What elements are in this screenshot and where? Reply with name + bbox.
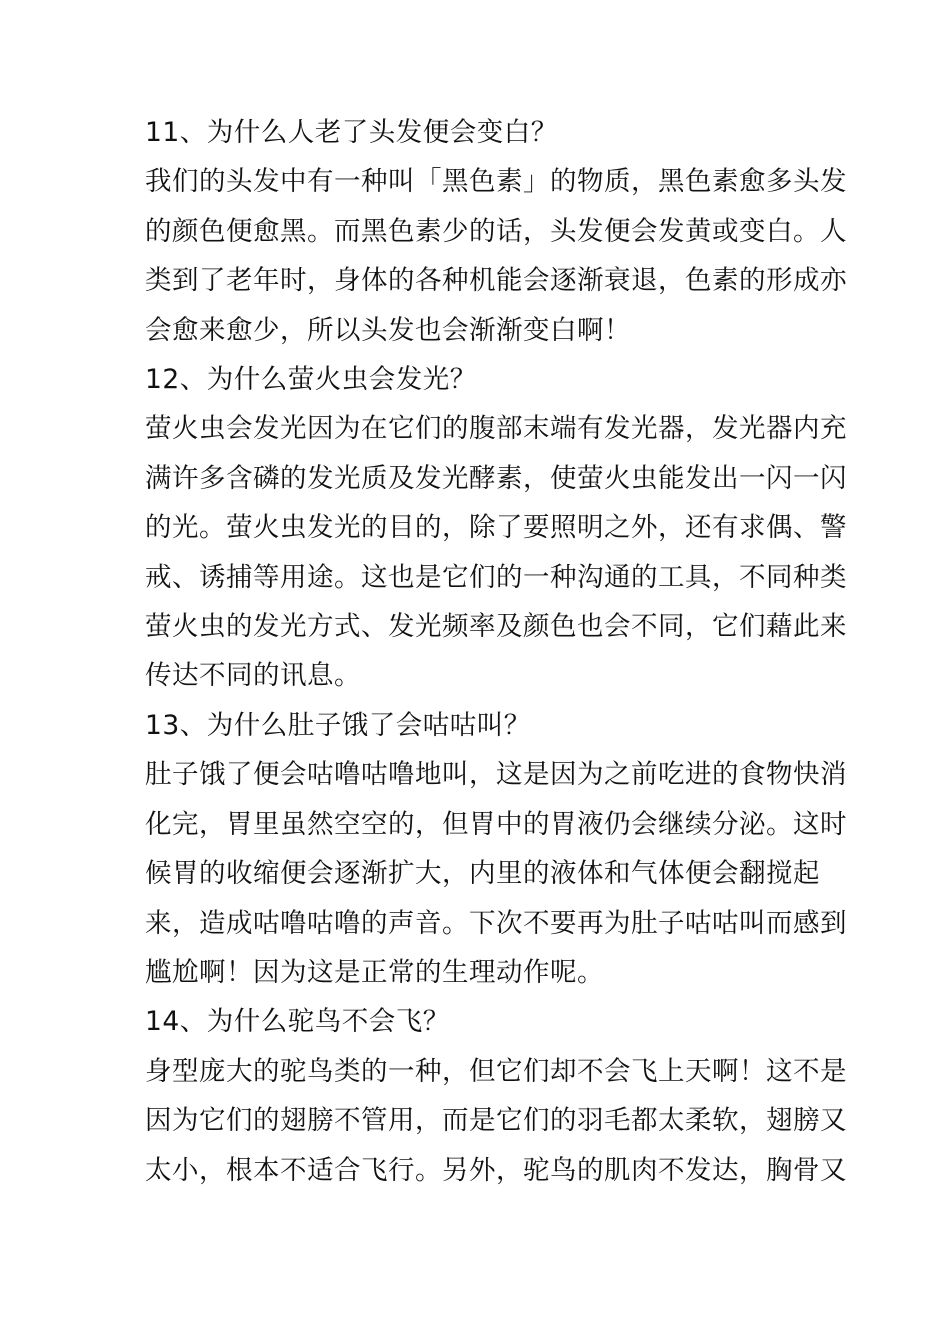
qa-section-13 — [145, 701, 847, 997]
qa-section-12 — [145, 355, 847, 701]
qa-section-14 — [145, 997, 847, 1195]
answer-line: 候胃的收缩便会逐渐扩大，内里的液体和气体便会翻搅起 — [145, 858, 820, 890]
answer-line: 萤火虫的发光方式、发光频率及颜色也会不同，它们藉此来 — [145, 611, 847, 643]
question-heading: 14、为什么驼鸟不会飞？ — [145, 1006, 450, 1038]
answer-line: 类到了老年时，身体的各种机能会逐渐衰退，色素的形成亦 — [145, 265, 847, 297]
question-heading: 13、为什么肚子饿了会咕咕叫？ — [145, 709, 531, 741]
answer-line: 满许多含磷的发光质及发光酵素，使萤火虫能发出一闪一闪 — [145, 462, 847, 494]
answer-line: 戒、诱捕等用途。这也是它们的一种沟通的工具，不同种类 — [145, 561, 847, 593]
answer-line: 的颜色便愈黑。而黑色素少的话，头发便会发黄或变白。人 — [145, 215, 847, 247]
answer-line: 萤火虫会发光因为在它们的腹部末端有发光器，发光器内充 — [145, 413, 847, 445]
answer-line: 来，造成咕噜咕噜的声音。下次不要再为肚子咕咕叫而感到 — [145, 907, 847, 939]
question-heading: 11、为什么人老了头发便会变白？ — [145, 117, 558, 148]
answer-line: 我们的头发中有一种叫「黑色素」的物质，黑色素愈多头发 — [145, 166, 847, 198]
answer-line: 的光。萤火虫发光的目的，除了要照明之外，还有求偶、警 — [145, 512, 847, 544]
answer-line: 因为它们的翅膀不管用，而是它们的羽毛都太柔软，翅膀又 — [145, 1105, 847, 1137]
qa-section-11 — [145, 108, 847, 355]
document-body — [145, 108, 847, 1195]
answer-line: 太小，根本不适合飞行。另外，驼鸟的肌肉不发达，胸骨又 — [145, 1154, 847, 1186]
answer-line: 肚子饿了便会咕噜咕噜地叫，这是因为之前吃进的食物快消 — [145, 759, 847, 791]
answer-line: 会愈来愈少，所以头发也会渐渐变白啊！ — [145, 314, 631, 346]
question-heading: 12、为什么萤火虫会发光？ — [145, 364, 477, 396]
answer-line: 尴尬啊！因为这是正常的生理动作呢。 — [145, 956, 604, 988]
answer-line: 化完，胃里虽然空空的，但胃中的胃液仍会继续分泌。这时 — [145, 808, 847, 840]
answer-line: 传达不同的讯息。 — [145, 660, 361, 692]
answer-line: 身型庞大的驼鸟类的一种，但它们却不会飞上天啊！这不是 — [145, 1055, 847, 1087]
